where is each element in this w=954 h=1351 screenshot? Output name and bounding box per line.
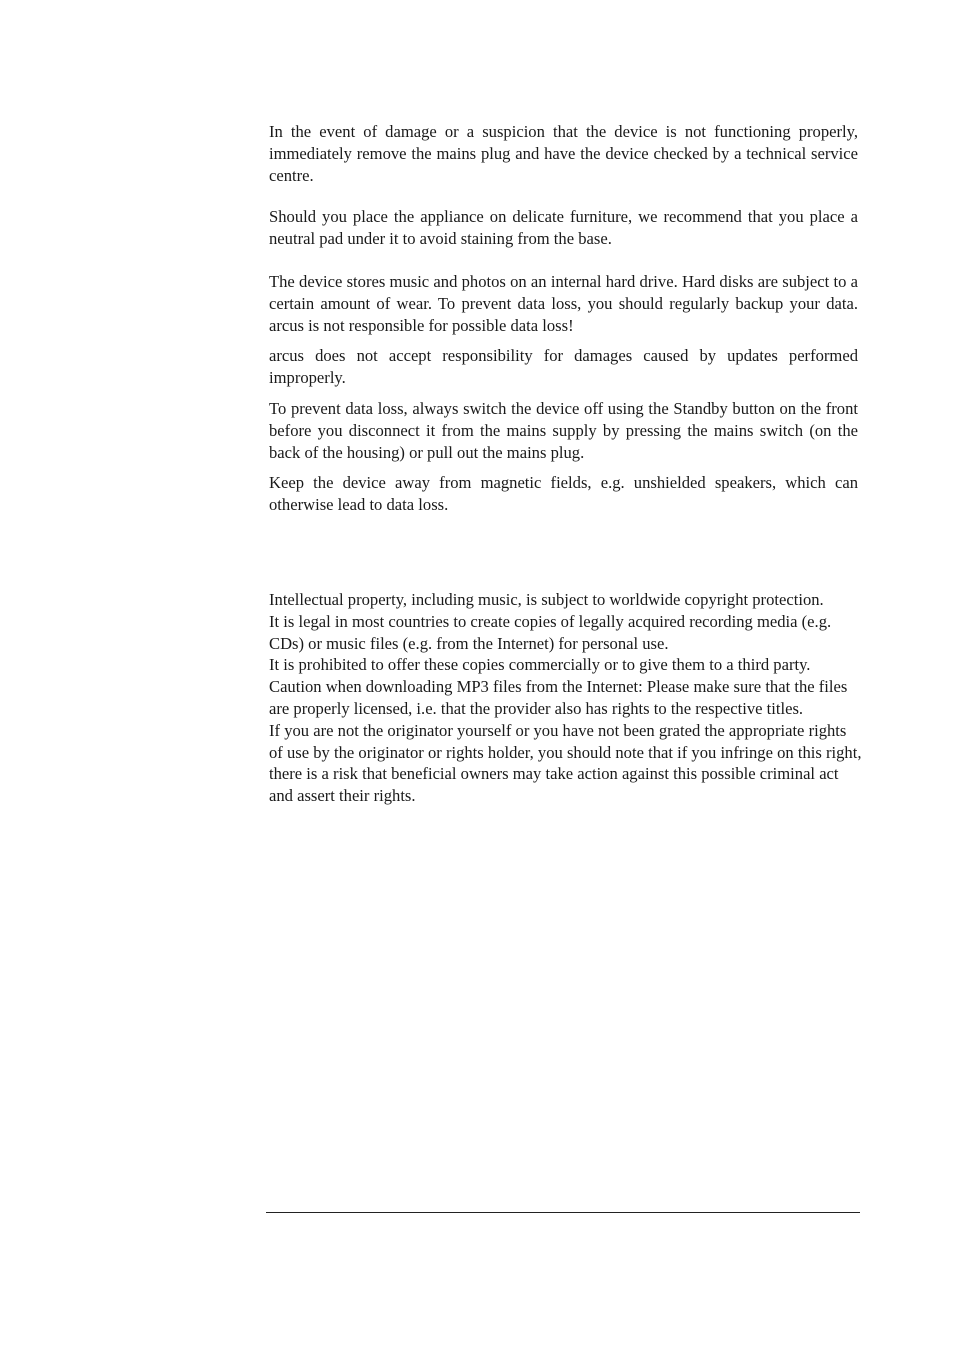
- copyright-note-commercial: It is prohibited to offer these copies commercially or to give them to a third party.: [269, 655, 811, 675]
- safety-note-standby: To prevent data loss, always switch the device off using the Standby button on the front before you disconnect it from the mains supply by pressing the mains switch (on the back of the housing) or pull out the mains plug.: [269, 398, 858, 462]
- copyright-note-personal-copies: It is legal in most countries to create copies of legally acquired recording media (e.g. CDs) or music files (e.g. from the Internet) for personal use.: [269, 611, 832, 653]
- safety-note-damage: In the event of damage or a suspicion that the device is not functioning properly, immediately remove the mains plug and have the device checked by a technical service centre.: [269, 122, 858, 185]
- safety-note-hard-drive: The device stores music and photos on an internal hard drive. Hard disks are subject to a certain amount of wear. To prevent data loss, you should regularly backup your data. arcus is not responsible for possible data loss!: [269, 271, 858, 335]
- copyright-note-protection: Intellectual property, including music, is subject to worldwide copyright protection.: [269, 590, 824, 609]
- safety-notes-section: [269, 121, 858, 516]
- safety-note-magnetic-fields: Keep the device away from magnetic fields, e.g. unshielded speakers, which can otherwise lead to data loss.: [269, 473, 858, 515]
- copyright-note-mp3-caution: Caution when downloading MP3 files from the Internet: Please make sure that the files are properly licensed, i.e. that the provider also has rights to the respective titles.: [269, 677, 848, 718]
- footer-divider: [266, 1212, 860, 1213]
- copyright-section: [269, 589, 863, 807]
- safety-note-updates: arcus does not accept responsibility for damages caused by updates performed improperly.: [269, 346, 858, 388]
- safety-note-furniture: Should you place the appliance on delicate furniture, we recommend that you place a neutral pad under it to avoid staining from the base.: [269, 207, 858, 249]
- copyright-note-infringement: If you are not the originator yourself or you have not been grated the appropriate rights of use by the originator or rights holder, you should note that if you infringe on this right, there is a risk that beneficial owners may take action against this possible criminal act and assert their rights.: [269, 720, 862, 806]
